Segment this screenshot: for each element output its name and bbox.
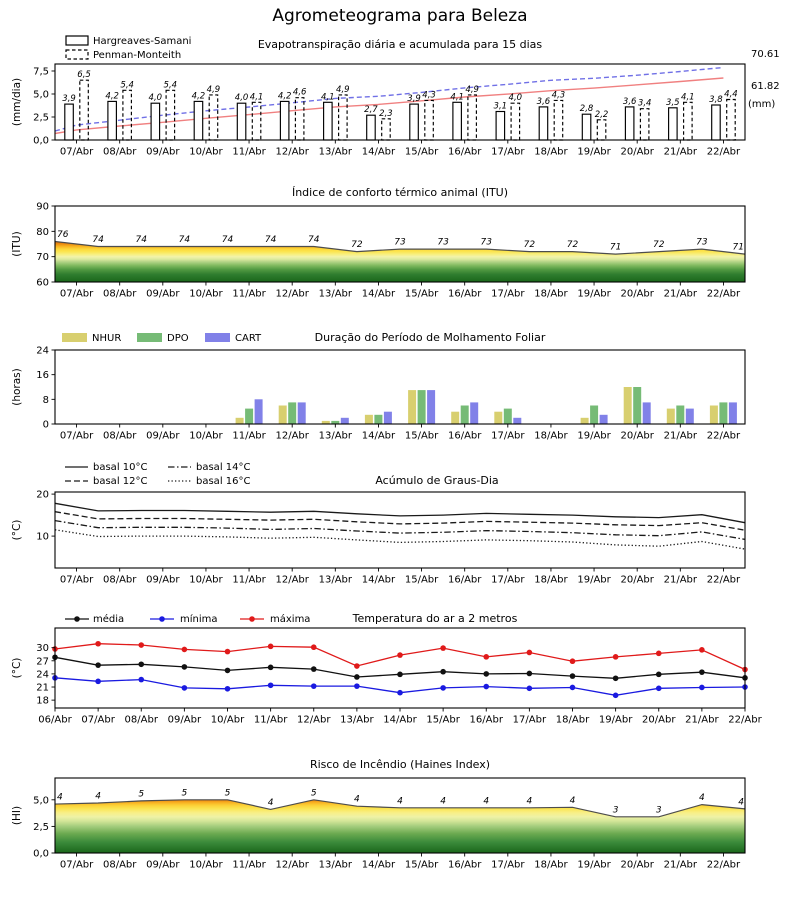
svg-text:16/Abr: 16/Abr <box>469 714 503 726</box>
svg-text:4: 4 <box>569 795 576 806</box>
svg-text:19/Abr: 19/Abr <box>577 574 611 586</box>
svg-text:5: 5 <box>138 789 145 800</box>
svg-text:4,2: 4,2 <box>191 91 206 102</box>
svg-text:NHUR: NHUR <box>92 333 122 344</box>
svg-text:basal 16°C: basal 16°C <box>196 476 251 487</box>
svg-text:17/Abr: 17/Abr <box>491 859 525 871</box>
svg-text:13/Abr: 13/Abr <box>318 430 353 442</box>
svg-text:3: 3 <box>612 805 619 816</box>
svg-text:10/Abr: 10/Abr <box>189 574 223 586</box>
svg-text:20/Abr: 20/Abr <box>620 146 654 158</box>
svg-text:0,0: 0,0 <box>33 135 49 147</box>
svg-text:4,0: 4,0 <box>508 93 523 104</box>
svg-text:16/Abr: 16/Abr <box>447 574 482 586</box>
svg-text:21/Abr: 21/Abr <box>685 714 719 726</box>
svg-text:09/Abr: 09/Abr <box>146 430 180 442</box>
svg-text:15/Abr: 15/Abr <box>404 288 439 300</box>
svg-text:19/Abr: 19/Abr <box>577 146 611 158</box>
svg-text:18/Abr: 18/Abr <box>534 288 568 300</box>
svg-text:4: 4 <box>95 791 101 802</box>
svg-text:22/Abr: 22/Abr <box>706 430 741 442</box>
svg-text:16/Abr: 16/Abr <box>447 146 482 158</box>
svg-text:máxima: máxima <box>270 614 311 625</box>
svg-text:22/Abr: 22/Abr <box>706 146 741 158</box>
svg-text:17/Abr: 17/Abr <box>491 574 525 586</box>
svg-text:6,5: 6,5 <box>77 70 91 81</box>
svg-text:13/Abr: 13/Abr <box>318 288 353 300</box>
svg-text:5: 5 <box>310 788 317 799</box>
svg-text:2,5: 2,5 <box>33 821 49 833</box>
svg-text:21/Abr: 21/Abr <box>663 288 698 300</box>
svg-text:2,3: 2,3 <box>379 108 393 119</box>
svg-text:73: 73 <box>437 237 449 248</box>
svg-text:(°C): (°C) <box>11 657 23 679</box>
svg-text:60: 60 <box>36 277 49 289</box>
svg-text:(mm/dia): (mm/dia) <box>11 77 23 127</box>
svg-text:13/Abr: 13/Abr <box>318 146 353 158</box>
svg-text:21/Abr: 21/Abr <box>663 146 698 158</box>
svg-text:média: média <box>93 614 125 625</box>
svg-text:07/Abr: 07/Abr <box>81 714 115 726</box>
svg-text:14/Abr: 14/Abr <box>361 574 396 586</box>
svg-text:24: 24 <box>36 345 49 357</box>
svg-text:5,4: 5,4 <box>163 80 178 91</box>
svg-text:4,0: 4,0 <box>234 93 249 104</box>
svg-text:15/Abr: 15/Abr <box>404 430 439 442</box>
svg-text:16: 16 <box>36 370 49 382</box>
svg-text:22/Abr: 22/Abr <box>706 859 741 871</box>
svg-text:3,9: 3,9 <box>407 94 421 105</box>
svg-text:74: 74 <box>221 235 234 246</box>
svg-text:12/Abr: 12/Abr <box>275 859 309 871</box>
svg-text:Hargreaves-Samani: Hargreaves-Samani <box>93 36 192 47</box>
svg-text:basal 14°C: basal 14°C <box>196 462 251 473</box>
svg-text:3,9: 3,9 <box>62 94 76 105</box>
svg-text:15/Abr: 15/Abr <box>404 574 439 586</box>
svg-text:21: 21 <box>36 682 49 694</box>
svg-text:7,5: 7,5 <box>33 66 49 78</box>
svg-text:5: 5 <box>224 788 231 799</box>
svg-text:74: 74 <box>178 235 191 246</box>
svg-text:21/Abr: 21/Abr <box>663 574 698 586</box>
svg-text:20: 20 <box>36 489 49 501</box>
svg-text:3,6: 3,6 <box>536 96 551 107</box>
svg-text:12/Abr: 12/Abr <box>275 430 309 442</box>
svg-text:18/Abr: 18/Abr <box>534 430 568 442</box>
svg-text:22/Abr: 22/Abr <box>706 574 741 586</box>
svg-text:13/Abr: 13/Abr <box>318 574 353 586</box>
svg-text:Acúmulo de Graus-Dia: Acúmulo de Graus-Dia <box>375 474 499 487</box>
svg-text:18: 18 <box>36 695 49 707</box>
svg-text:06/Abr: 06/Abr <box>38 714 72 726</box>
svg-text:19/Abr: 19/Abr <box>577 288 611 300</box>
svg-text:20/Abr: 20/Abr <box>620 574 654 586</box>
svg-text:07/Abr: 07/Abr <box>59 146 94 158</box>
svg-text:72: 72 <box>351 240 363 251</box>
svg-text:DPO: DPO <box>167 333 189 344</box>
svg-text:Risco de Incêndio (Haines Inde: Risco de Incêndio (Haines Index) <box>309 758 491 771</box>
svg-text:11/Abr: 11/Abr <box>232 574 266 586</box>
svg-text:14/Abr: 14/Abr <box>361 859 396 871</box>
svg-text:(ITU): (ITU) <box>11 231 23 257</box>
svg-text:16/Abr: 16/Abr <box>447 859 482 871</box>
svg-text:08/Abr: 08/Abr <box>102 574 137 586</box>
svg-text:12/Abr: 12/Abr <box>275 288 309 300</box>
svg-text:2,2: 2,2 <box>594 109 609 120</box>
svg-text:14/Abr: 14/Abr <box>383 714 417 726</box>
chart-degree-days <box>11 462 745 586</box>
svg-text:17/Abr: 17/Abr <box>491 288 525 300</box>
svg-text:15/Abr: 15/Abr <box>404 859 439 871</box>
svg-text:11/Abr: 11/Abr <box>232 859 266 871</box>
svg-text:4,0: 4,0 <box>148 93 163 104</box>
svg-text:(HI): (HI) <box>11 805 23 826</box>
svg-text:4: 4 <box>397 796 403 807</box>
svg-text:4,1: 4,1 <box>249 92 264 103</box>
svg-text:(horas): (horas) <box>11 368 23 406</box>
svg-text:4,1: 4,1 <box>681 92 695 103</box>
svg-text:CART: CART <box>235 333 262 344</box>
svg-text:71: 71 <box>609 242 622 253</box>
svg-text:14/Abr: 14/Abr <box>361 288 396 300</box>
svg-text:10/Abr: 10/Abr <box>189 146 223 158</box>
svg-text:08/Abr: 08/Abr <box>124 714 158 726</box>
svg-text:20/Abr: 20/Abr <box>620 430 654 442</box>
svg-text:5,0: 5,0 <box>33 795 49 807</box>
svg-text:08/Abr: 08/Abr <box>102 146 137 158</box>
svg-text:07/Abr: 07/Abr <box>59 288 94 300</box>
svg-text:11/Abr: 11/Abr <box>232 288 266 300</box>
svg-text:71: 71 <box>732 242 744 253</box>
svg-text:20/Abr: 20/Abr <box>642 714 676 726</box>
svg-text:09/Abr: 09/Abr <box>167 714 202 726</box>
svg-text:18/Abr: 18/Abr <box>555 714 590 726</box>
svg-text:4: 4 <box>57 792 63 803</box>
svg-text:4: 4 <box>699 793 705 804</box>
svg-text:Evapotranspiração diária e acu: Evapotranspiração diária e acumulada para 15 dias <box>257 38 543 51</box>
svg-text:12/Abr: 12/Abr <box>297 714 331 726</box>
svg-text:2,7: 2,7 <box>364 105 378 116</box>
svg-text:09/Abr: 09/Abr <box>146 859 180 871</box>
svg-text:0: 0 <box>42 419 49 431</box>
svg-text:09/Abr: 09/Abr <box>146 288 180 300</box>
svg-text:30: 30 <box>36 643 49 655</box>
chart-fire-risk-haines <box>11 758 745 871</box>
svg-text:3: 3 <box>655 805 662 816</box>
svg-text:07/Abr: 07/Abr <box>59 859 94 871</box>
svg-text:20/Abr: 20/Abr <box>620 288 654 300</box>
svg-text:22/Abr: 22/Abr <box>706 288 741 300</box>
svg-text:16/Abr: 16/Abr <box>447 430 482 442</box>
svg-text:4: 4 <box>483 796 490 807</box>
svg-text:5: 5 <box>181 788 188 799</box>
svg-text:14/Abr: 14/Abr <box>361 146 396 158</box>
svg-text:73: 73 <box>480 237 492 248</box>
svg-text:17/Abr: 17/Abr <box>491 430 525 442</box>
svg-text:80: 80 <box>36 226 49 238</box>
svg-text:74: 74 <box>308 235 320 246</box>
svg-text:3,4: 3,4 <box>637 98 652 109</box>
chart-leaf-wetness-duration <box>11 331 745 442</box>
svg-text:4: 4 <box>354 794 360 805</box>
svg-text:21/Abr: 21/Abr <box>663 859 698 871</box>
svg-text:Temperatura do ar a 2 metros: Temperatura do ar a 2 metros <box>352 612 518 625</box>
svg-text:17/Abr: 17/Abr <box>491 146 525 158</box>
svg-text:4,3: 4,3 <box>422 90 436 101</box>
svg-text:2,5: 2,5 <box>33 112 49 124</box>
svg-text:4: 4 <box>267 797 274 808</box>
chart-thermal-comfort-itu <box>11 186 745 300</box>
svg-text:24: 24 <box>36 669 49 681</box>
svg-text:15/Abr: 15/Abr <box>426 714 460 726</box>
svg-text:70: 70 <box>36 252 49 264</box>
svg-text:19/Abr: 19/Abr <box>598 714 633 726</box>
svg-text:18/Abr: 18/Abr <box>534 146 568 158</box>
svg-text:10/Abr: 10/Abr <box>189 288 223 300</box>
svg-text:08/Abr: 08/Abr <box>102 288 137 300</box>
svg-text:5,0: 5,0 <box>33 89 49 101</box>
svg-text:4,9: 4,9 <box>206 84 221 95</box>
svg-text:21/Abr: 21/Abr <box>663 430 698 442</box>
svg-text:12/Abr: 12/Abr <box>275 574 309 586</box>
svg-text:10/Abr: 10/Abr <box>210 714 245 726</box>
svg-text:13/Abr: 13/Abr <box>318 859 353 871</box>
svg-text:08/Abr: 08/Abr <box>102 859 137 871</box>
svg-text:07/Abr: 07/Abr <box>59 574 94 586</box>
chart-evapotranspiration <box>11 36 780 158</box>
svg-text:20/Abr: 20/Abr <box>620 859 654 871</box>
svg-text:10/Abr: 10/Abr <box>189 430 223 442</box>
svg-text:basal 12°C: basal 12°C <box>93 476 148 487</box>
svg-text:basal 10°C: basal 10°C <box>93 462 148 473</box>
svg-text:(°C): (°C) <box>11 519 23 541</box>
svg-text:10: 10 <box>36 531 49 543</box>
svg-text:5,4: 5,4 <box>120 80 134 91</box>
svg-text:(mm): (mm) <box>748 99 776 110</box>
svg-text:3,8: 3,8 <box>709 95 723 106</box>
svg-text:4,1: 4,1 <box>321 92 335 103</box>
svg-text:2,8: 2,8 <box>579 104 594 115</box>
svg-text:22/Abr: 22/Abr <box>728 714 762 726</box>
svg-text:18/Abr: 18/Abr <box>534 574 568 586</box>
svg-text:mínima: mínima <box>180 614 218 625</box>
svg-text:4,6: 4,6 <box>292 87 307 98</box>
svg-text:08/Abr: 08/Abr <box>102 430 137 442</box>
svg-text:72: 72 <box>523 240 536 251</box>
svg-text:90: 90 <box>36 201 49 213</box>
svg-text:4: 4 <box>526 796 533 807</box>
svg-text:15/Abr: 15/Abr <box>404 146 439 158</box>
svg-text:70.61: 70.61 <box>751 49 780 60</box>
svg-text:18/Abr: 18/Abr <box>534 859 568 871</box>
svg-text:09/Abr: 09/Abr <box>146 574 180 586</box>
figure-main-title: Agrometeograma para Beleza <box>272 6 528 26</box>
svg-text:16/Abr: 16/Abr <box>447 288 482 300</box>
svg-text:Índice de conforto térmico ani: Índice de conforto térmico animal (ITU) <box>291 186 509 199</box>
svg-text:8: 8 <box>42 394 49 406</box>
svg-text:09/Abr: 09/Abr <box>146 146 180 158</box>
svg-text:Penman-Monteith: Penman-Monteith <box>93 50 182 61</box>
svg-text:13/Abr: 13/Abr <box>340 714 374 726</box>
svg-text:11/Abr: 11/Abr <box>253 714 288 726</box>
svg-text:14/Abr: 14/Abr <box>361 430 396 442</box>
svg-text:19/Abr: 19/Abr <box>577 859 611 871</box>
svg-text:12/Abr: 12/Abr <box>275 146 309 158</box>
svg-text:4: 4 <box>738 797 744 808</box>
svg-text:27: 27 <box>36 656 49 668</box>
svg-text:3,1: 3,1 <box>493 101 508 112</box>
svg-text:4,1: 4,1 <box>450 92 464 103</box>
svg-text:07/Abr: 07/Abr <box>59 430 94 442</box>
svg-text:3,6: 3,6 <box>622 96 637 107</box>
svg-text:73: 73 <box>696 237 708 248</box>
svg-text:4,4: 4,4 <box>724 89 738 100</box>
svg-text:4,9: 4,9 <box>465 84 479 95</box>
svg-text:17/Abr: 17/Abr <box>512 714 547 726</box>
svg-text:74: 74 <box>92 235 104 246</box>
svg-text:73: 73 <box>394 237 406 248</box>
svg-text:61.82: 61.82 <box>751 81 780 92</box>
svg-text:4,2: 4,2 <box>277 91 292 102</box>
svg-text:11/Abr: 11/Abr <box>232 146 266 158</box>
svg-text:4,9: 4,9 <box>336 84 350 95</box>
svg-text:72: 72 <box>653 240 665 251</box>
svg-text:3,5: 3,5 <box>666 97 680 108</box>
svg-text:4,3: 4,3 <box>551 90 566 101</box>
svg-text:74: 74 <box>264 235 277 246</box>
svg-text:0,0: 0,0 <box>33 848 49 860</box>
svg-text:76: 76 <box>57 229 69 240</box>
svg-text:72: 72 <box>566 240 579 251</box>
svg-text:11/Abr: 11/Abr <box>232 430 266 442</box>
svg-text:19/Abr: 19/Abr <box>577 430 611 442</box>
svg-text:4,2: 4,2 <box>105 91 119 102</box>
svg-text:10/Abr: 10/Abr <box>189 859 223 871</box>
svg-text:74: 74 <box>135 235 147 246</box>
svg-text:Duração do Período de Molhamen: Duração do Período de Molhamento Foliar <box>314 331 546 344</box>
svg-text:4: 4 <box>440 796 446 807</box>
chart-air-temperature-2m <box>11 612 763 726</box>
